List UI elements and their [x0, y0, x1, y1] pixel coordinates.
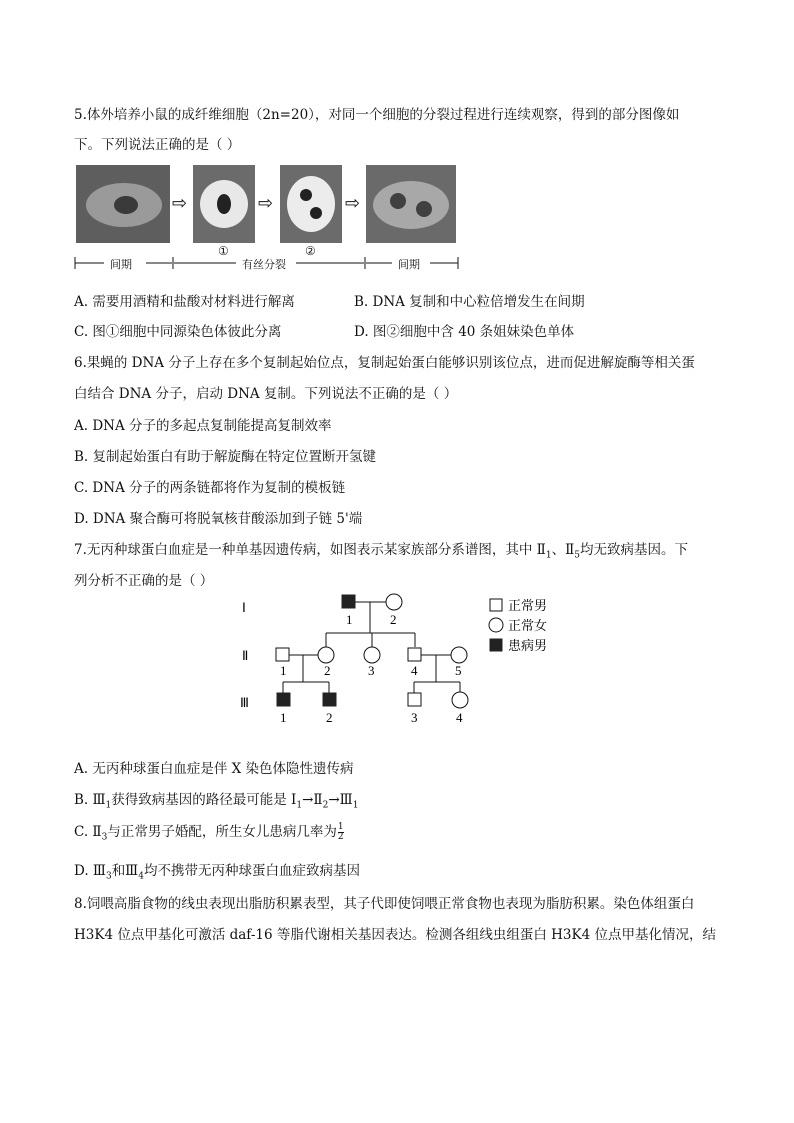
- q5-option-a: A. 需要用酒精和盐酸对材料进行解离: [74, 294, 295, 310]
- legend-filled-square-icon: [490, 639, 502, 651]
- III2-number: 2: [326, 710, 333, 725]
- II1-number: 1: [280, 663, 287, 678]
- q5-option-b: B. DNA 复制和中心粒倍增发生在间期: [354, 294, 585, 310]
- q7-option-c: C. $Ⅱ_3$与正常男子婚配，所生女儿患病几率为 $\frac{1}{2}$: [74, 822, 344, 843]
- legend-normal-female: 正常女: [508, 618, 548, 633]
- legend-circle-icon: [489, 618, 503, 632]
- figure-label-1: ①: [218, 244, 229, 258]
- q5-option-d: D. 图②细胞中含 40 条姐妹染色单体: [354, 324, 575, 340]
- mitosis-cell-1-image: [193, 165, 255, 243]
- q5-stem-line2: 下。下列说法正确的是（ ）: [74, 137, 241, 153]
- III3-normal-male: [408, 693, 421, 706]
- II3-number: 3: [368, 663, 375, 678]
- III4-number: 4: [456, 710, 463, 725]
- fraction: $\frac{1}{2}$: [337, 822, 344, 842]
- I1-affected-male: [342, 595, 355, 608]
- q7-stem-line2: 列分析不正确的是（ ）: [74, 573, 214, 589]
- I1-number: 1: [346, 612, 353, 627]
- phase-label-mitosis: 有丝分裂: [242, 258, 286, 271]
- II2-number: 2: [324, 663, 331, 678]
- II5-number: 5: [455, 663, 462, 678]
- q7-option-a: A. 无丙种球蛋白血症是伴 X 染色体隐性遗传病: [74, 761, 354, 777]
- III4-normal-female: [452, 692, 468, 708]
- II5-normal-female: [451, 647, 467, 663]
- arrow-icon: ⇨: [172, 193, 188, 214]
- I2-normal-female: [386, 594, 402, 610]
- q7-option-b: B. $Ⅲ_1$获得致病基因的路径最可能是 $Ⅰ_1\to Ⅱ_2\to Ⅲ_1$: [74, 792, 359, 811]
- arrow-icon: ⇨: [258, 193, 274, 214]
- q6-option-c: C. DNA 分子的两条链都将作为复制的模板链: [74, 480, 346, 496]
- pedigree-chart: [236, 590, 576, 730]
- q6-stem-line2: 白结合 DNA 分子，启动 DNA 复制。下列说法不正确的是（ ）: [74, 386, 458, 402]
- III1-number: 1: [280, 710, 287, 725]
- q8-stem-line2: H3K4 位点甲基化可激活 daf-16 等脂代谢相关基因表达。检测各组线虫组蛋白 H3K4 位点甲基化情况，结: [74, 927, 716, 943]
- q6-option-b: B. 复制起始蛋白有助于解旋酶在特定位置断开氢键: [74, 449, 377, 465]
- q6-option-a: A. DNA 分子的多起点复制能提高复制效率: [74, 418, 332, 434]
- interphase-daughter-cells-image: [366, 165, 456, 243]
- II4-number: 4: [411, 663, 418, 678]
- arrow-icon: ⇨: [345, 193, 361, 214]
- phase-label-interphase: 间期: [398, 258, 420, 271]
- gen-label-II: Ⅱ: [242, 648, 249, 663]
- q7-option-d: D. $Ⅲ_3$和$Ⅲ_4$均不携带无丙种球蛋白血症致病基因: [74, 863, 360, 882]
- interphase-cell-image: [76, 165, 170, 243]
- II3-normal-female: [364, 647, 380, 663]
- II4-normal-male: [408, 648, 421, 661]
- q5-stem-line1: 5.体外培养小鼠的成纤维细胞（2n=20），对同一个细胞的分裂过程进行连续观察，得到的部分图像如: [74, 107, 680, 123]
- III3-number: 3: [411, 710, 418, 725]
- q6-stem-line1: 6.果蝇的 DNA 分子上存在多个复制起始位点，复制起始蛋白能够识别该位点，进而促进解旋酶等相关蛋: [74, 355, 695, 371]
- q6-option-d: D. DNA 聚合酶可将脱氧核苷酸添加到子链 5'端: [74, 511, 363, 527]
- III1-affected-male: [277, 693, 290, 706]
- figure-label-2: ②: [305, 244, 316, 258]
- II2-normal-female: [318, 647, 334, 663]
- I2-number: 2: [390, 612, 397, 627]
- legend-normal-male: 正常男: [508, 598, 548, 613]
- q8-stem-line1: 8.饲喂高脂食物的线虫表现出脂肪积累表型，其子代即使饲喂正常食物也表现为脂肪积累。染色体组蛋白: [74, 896, 695, 912]
- legend-affected-male: 患病男: [508, 638, 548, 653]
- gen-label-I: Ⅰ: [242, 600, 246, 615]
- gen-label-III: Ⅲ: [240, 695, 249, 710]
- q5-option-c: C. 图①细胞中同源染色体彼此分离: [74, 324, 282, 340]
- II1-normal-male: [276, 648, 289, 661]
- q7-stem-line1: 7.无丙种球蛋白血症是一种单基因遗传病，如图表示某家族部分系谱图，其中 $Ⅱ_1$、$Ⅱ_5$均无致病基因。下: [74, 542, 689, 561]
- phase-label-interphase: 间期: [110, 258, 132, 271]
- mitosis-cell-2-image: [280, 165, 342, 243]
- III2-affected-male: [323, 693, 336, 706]
- legend-square-icon: [490, 599, 502, 611]
